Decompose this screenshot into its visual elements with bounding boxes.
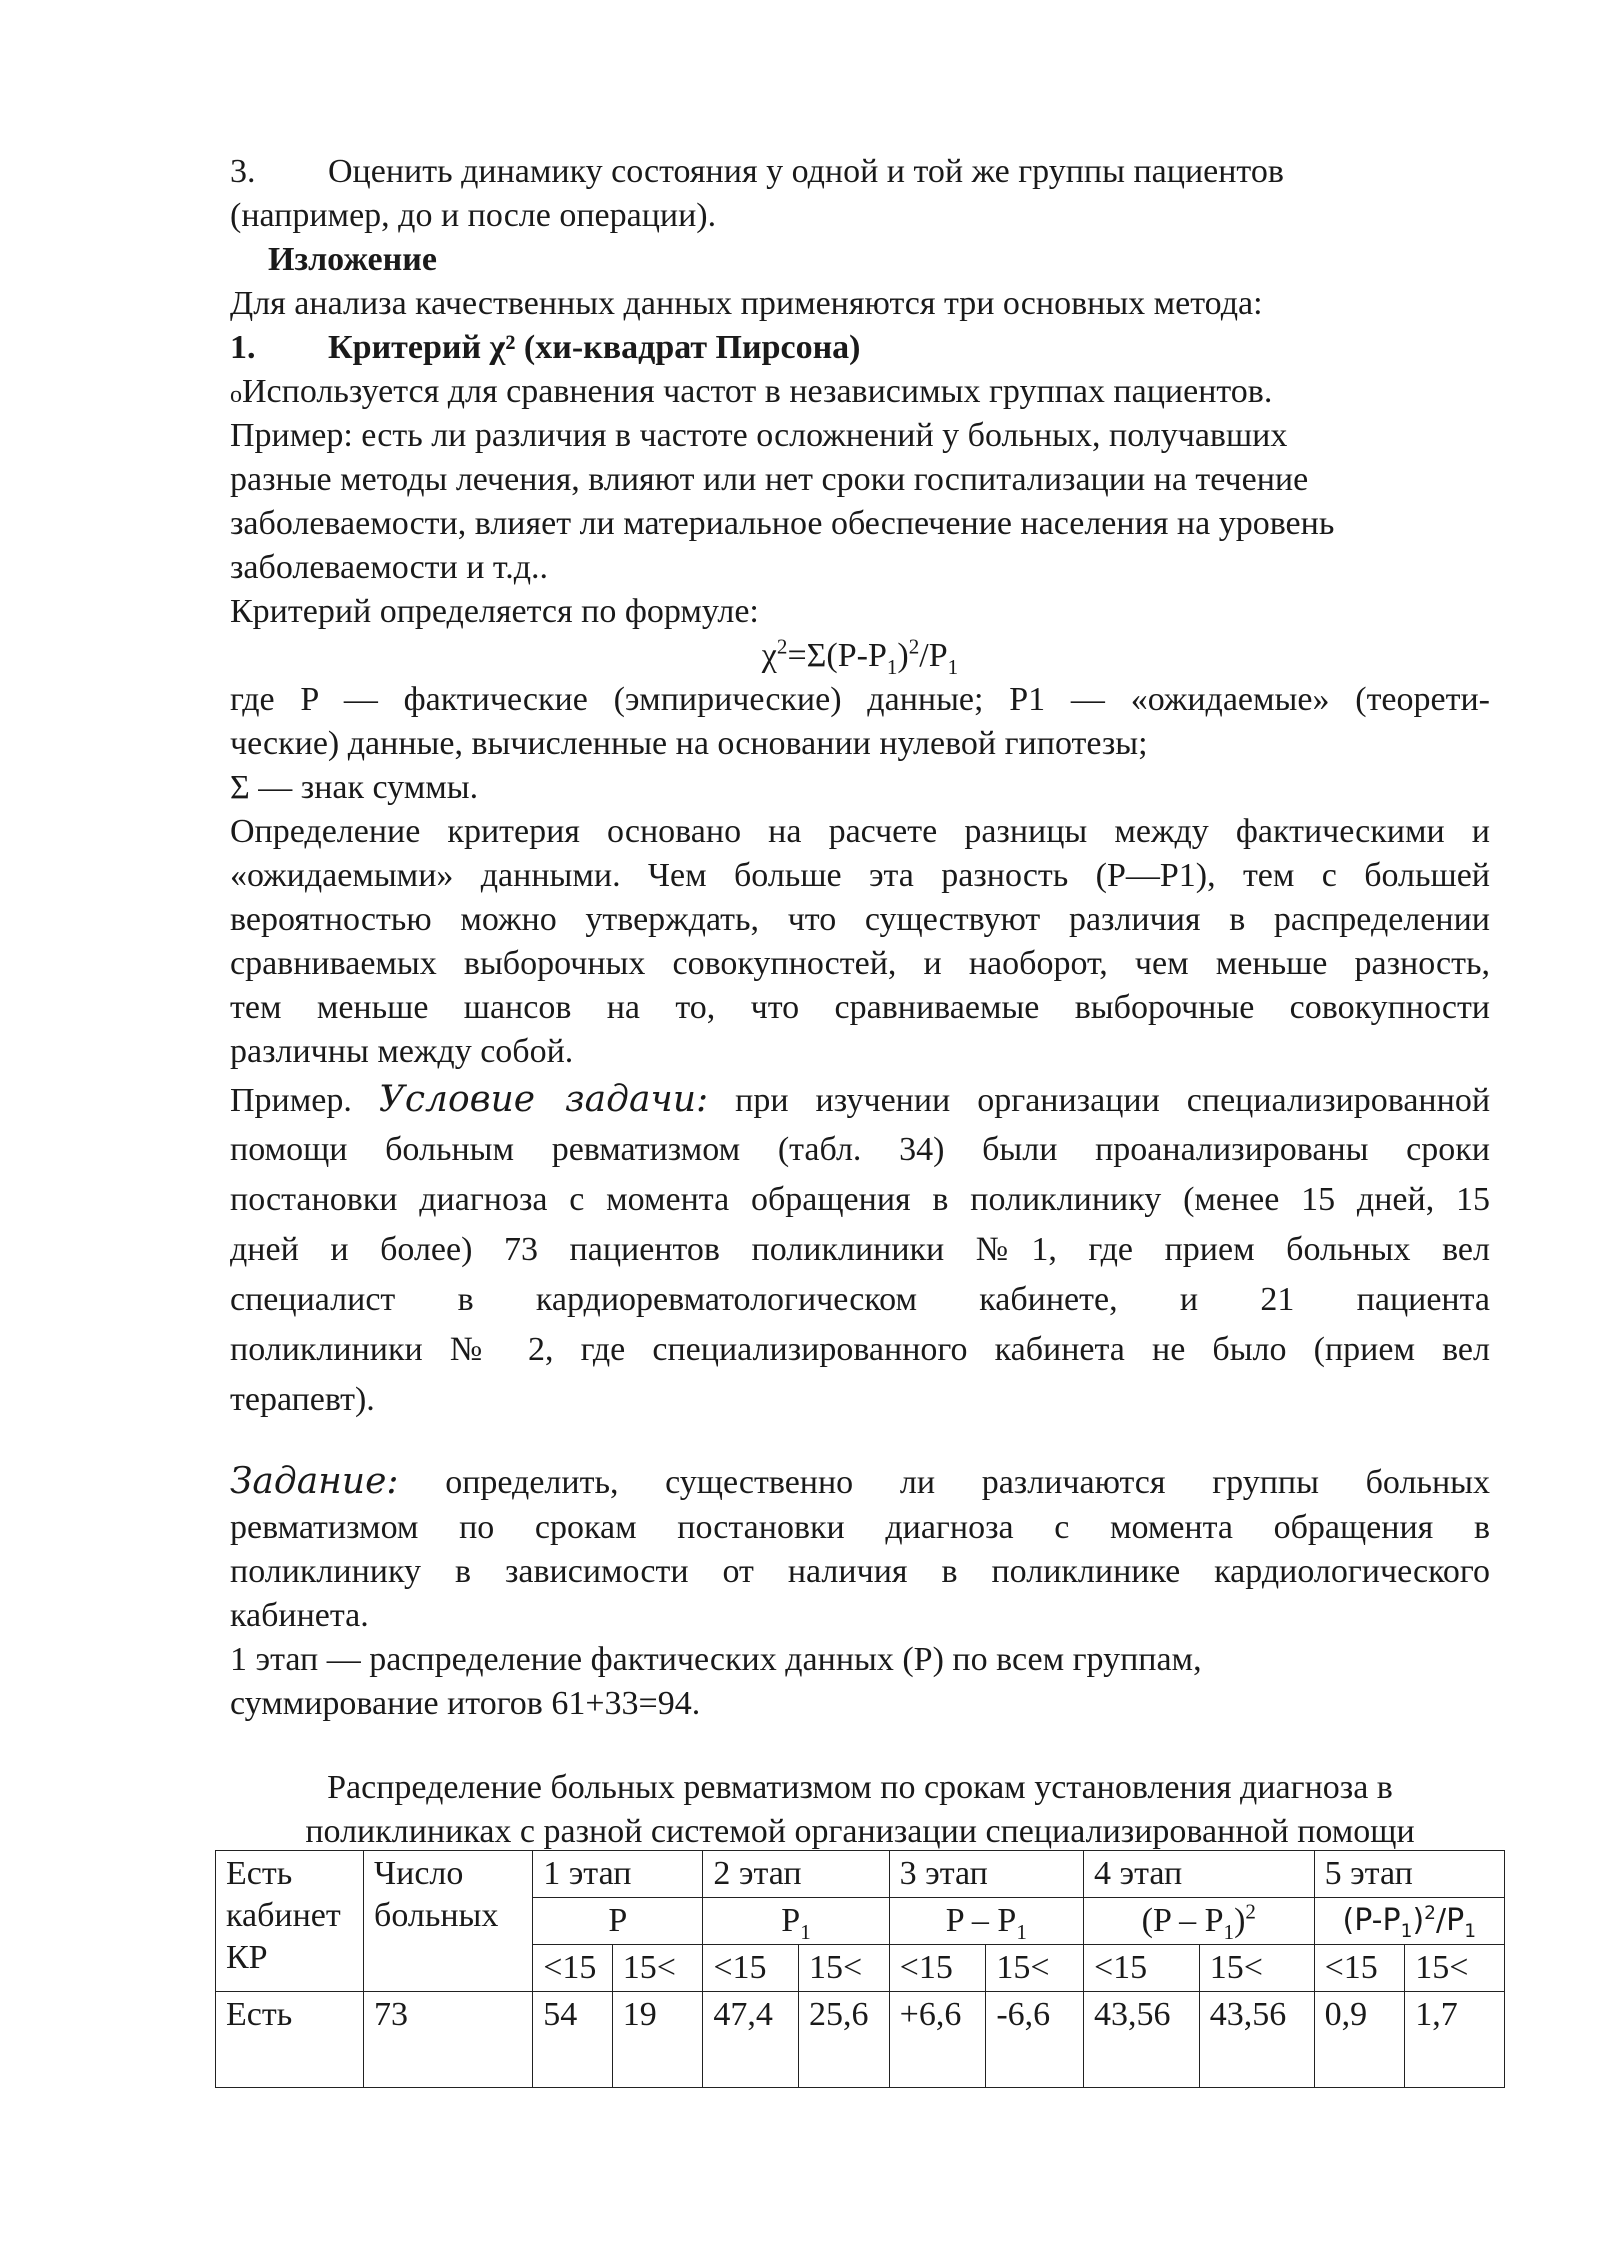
paragraph-line: постановки диагноза с момента обращения в поликлинику (менее 15 дней, 15: [230, 1181, 1490, 1218]
formula: $\chi^2=\Sigma(P-P_1)^2/P_1$: [761, 634, 959, 679]
table-caption: поликлиниках с разной системой организации специализированной помощи: [305, 1813, 1415, 1850]
text-line: заболеваемости и т.д..: [230, 549, 549, 586]
table-header-cell: 15<: [612, 1945, 703, 1992]
table-row: [216, 1992, 1505, 2088]
table-header-cell: $(P-P_1)^2/P_1$: [1314, 1898, 1504, 1945]
table-header-cell: Есть кабинет КР: [216, 1851, 364, 1992]
table-cell: 43,56: [1199, 1992, 1314, 2088]
table-cell: 54: [533, 1992, 613, 2088]
table-header-cell: <15: [1084, 1945, 1200, 1992]
table-header-cell: $P_1$: [703, 1898, 889, 1945]
text-line: разные методы лечения, влияют или нет сроки госпитализации на течение: [230, 461, 1309, 498]
text-line: заболеваемости, влияет ли материальное обеспечение населения на уровень: [230, 505, 1335, 542]
table-cell: 0,9: [1314, 1992, 1405, 2088]
table-header-cell: Число больных: [364, 1851, 533, 1992]
text-line: (например, до и после операции).: [230, 197, 717, 234]
list-item-3: 3. Оценить динамику состояния у одной и той же группы пациентов: [230, 153, 1284, 190]
table-header-cell: <15: [703, 1945, 799, 1992]
paragraph-line: Определение критерия основано на расчете разницы между фактическими и: [230, 813, 1490, 850]
table-cell: Есть: [216, 1992, 364, 2088]
table-header-cell: 15<: [1405, 1945, 1505, 1992]
paragraph-line: ревматизмом по срокам постановки диагноза с момента обращения в: [230, 1509, 1490, 1546]
table-cell: 47,4: [703, 1992, 799, 2088]
paragraph-line: различны между собой.: [230, 1033, 574, 1070]
text-line: где P — фактические (эмпирические) данные; P1 — «ожидаемые» (теорети-: [230, 681, 1490, 718]
table-cell: 73: [364, 1992, 533, 2088]
paragraph-line: 1 этап — распределение фактических данных (P) по всем группам,: [230, 1641, 1202, 1678]
table-header-cell: 15<: [1199, 1945, 1314, 1992]
paragraph-line: поликлинику в зависимости от наличия в поликлинике кардиологического: [230, 1553, 1490, 1590]
table-cell: +6,6: [889, 1992, 986, 2088]
bullet-item: oИспользуется для сравнения частот в независимых группах пациентов.: [230, 373, 1273, 410]
table-cell: -6,6: [986, 1992, 1084, 2088]
text-line: ческие) данные, вычисленные на основании нулевой гипотезы;: [230, 725, 1148, 762]
bullet-icon: o: [230, 382, 242, 408]
table-header-cell: P – $P_1$: [889, 1898, 1083, 1945]
paragraph-line: кабинета.: [230, 1597, 369, 1634]
paragraph-line: сравниваемых выборочных совокупностей, и наоборот, чем меньше разность,: [230, 945, 1490, 982]
table-header-cell: P: [533, 1898, 703, 1945]
method-heading: 1. Критерий χ² (хи-квадрат Пирсона): [230, 329, 861, 366]
table-cell: 1,7: [1405, 1992, 1505, 2088]
paragraph-line: суммирование итогов 61+33=94.: [230, 1685, 701, 1722]
table-header-cell: 5 этап: [1314, 1851, 1504, 1898]
paragraph-line: помощи больным ревматизмом (табл. 34) были проанализированы сроки: [230, 1131, 1490, 1168]
table-cell: 19: [612, 1992, 703, 2088]
paragraph-line: специалист в кардиоревматологическом кабинете, и 21 пациента: [230, 1281, 1490, 1318]
data-table: [215, 1850, 1505, 2088]
table-caption: Распределение больных ревматизмом по срокам установления диагноза в: [327, 1769, 1393, 1806]
text-line: Для анализа качественных данных применяются три основных метода:: [230, 285, 1263, 322]
table-cell: 43,56: [1084, 1992, 1200, 2088]
table-cell: 25,6: [799, 1992, 890, 2088]
table-header-cell: 1 этап: [533, 1851, 703, 1898]
table-header-cell: 15<: [799, 1945, 890, 1992]
text-line: Критерий определяется по формуле:: [230, 593, 759, 630]
text-line: Σ — знак суммы.: [230, 769, 479, 806]
text-line: Пример: есть ли различия в частоте осложнений у больных, получавших: [230, 417, 1288, 454]
section-heading: Изложение: [268, 241, 437, 278]
table-header-cell: 15<: [986, 1945, 1084, 1992]
table-header-cell: 2 этап: [703, 1851, 889, 1898]
paragraph-line: вероятностью можно утверждать, что существуют различия в распределении: [230, 901, 1490, 938]
table-header-cell: 4 этап: [1084, 1851, 1315, 1898]
paragraph-line: Задание: определить, существенно ли различаются группы больных: [230, 1461, 1490, 1502]
table-header-cell: <15: [889, 1945, 986, 1992]
table-header-row: [216, 1851, 1505, 1898]
paragraph-line: тем меньше шансов на то, что сравниваемые выборочные совокупности: [230, 989, 1490, 1026]
paragraph-line: «ожидаемыми» данными. Чем больше эта разность (P—P1), тем с большей: [230, 857, 1490, 894]
table-header-cell: <15: [1314, 1945, 1405, 1992]
paragraph-line: терапевт).: [230, 1381, 375, 1418]
paragraph-line: дней и более) 73 пациентов поликлиники №1, где прием больных вел: [230, 1231, 1490, 1268]
table-header-cell: $(P - P_1)^2$: [1084, 1898, 1315, 1945]
paragraph-line: поликлиники № 2, где специализированного кабинета не было (прием вел: [230, 1331, 1490, 1368]
paragraph-line: Пример. Условие задачи: при изучении организации специализированной: [230, 1079, 1491, 1120]
table-header-cell: <15: [533, 1945, 613, 1992]
table-header-cell: 3 этап: [889, 1851, 1083, 1898]
